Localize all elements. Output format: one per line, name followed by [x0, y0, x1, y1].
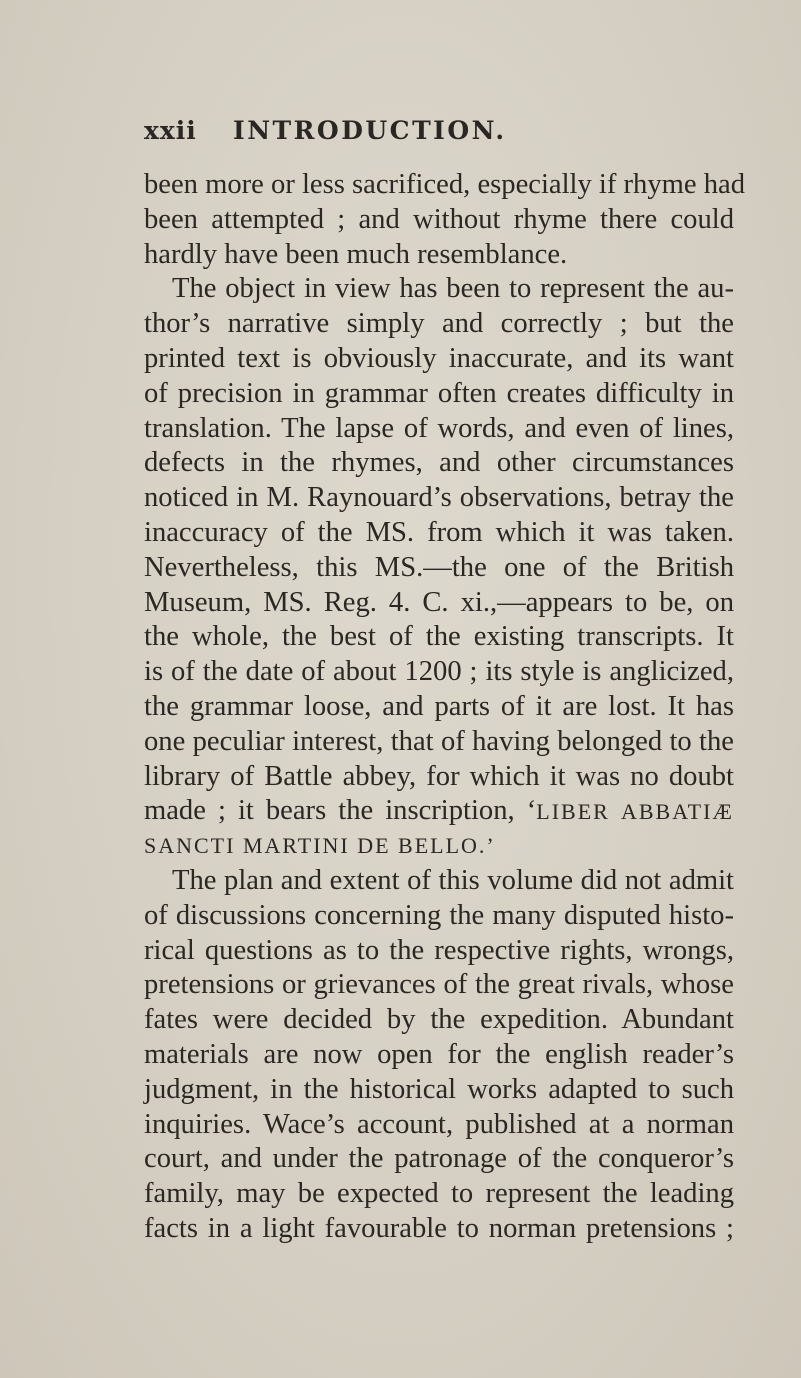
text-line: noticed in M. Raynouard’s observations, betray the [144, 482, 734, 514]
text-line: materials are now open for the english reader’s [144, 1038, 734, 1070]
text-line: of discussions concerning the many disputed histo- [144, 899, 734, 931]
text-line: is of the date of about 1200 ; its style is anglicized, [144, 656, 734, 688]
text-line: The plan and extent of this volume did not admit [172, 864, 734, 896]
text-line: inquiries. Wace’s account, published at a norman [144, 1108, 734, 1140]
page-header [144, 116, 734, 152]
running-head: INTRODUCTION. [233, 116, 507, 145]
text-line: family, may be expected to represent the leading [144, 1178, 734, 1210]
text-line: fates were decided by the expedition. Abundant [144, 1004, 734, 1036]
text-line: court, and under the patronage of the conqueror’s [144, 1143, 734, 1175]
text-line: been attempted ; and without rhyme there could [144, 203, 734, 235]
text-line-inscription [144, 794, 734, 829]
text-line: Nevertheless, this MS.—the one of the British [144, 551, 734, 583]
text-line: facts in a light favourable to norman pretensions ; [144, 1212, 734, 1244]
text-line: one peculiar interest, that of having belonged to the [144, 725, 734, 757]
text-line: Museum, MS. Reg. 4. C. xi.,—appears to be, on [144, 586, 734, 618]
text-line: been more or less sacrificed, especially if rhyme had [144, 169, 746, 200]
text-line: pretensions or grievances of the great rivals, whose [144, 969, 734, 1001]
page-number: xxii [144, 116, 197, 145]
text-line: of precision in grammar often creates difficulty in [144, 377, 734, 409]
text-line: thor’s narrative simply and correctly ; but the [144, 308, 734, 340]
text-line: the grammar loose, and parts of it are lost. It has [144, 690, 734, 722]
inscription-text: LIBER ABBATIÆ [536, 799, 734, 825]
text-line: library of Battle abbey, for which it was no doubt [144, 760, 734, 792]
text-line: rical questions as to the respective rights, wrongs, [144, 934, 734, 966]
text-line: printed text is obviously inaccurate, and its want [144, 342, 734, 374]
text-line: The object in view has been to represent the au- [172, 273, 734, 305]
inscription-lead: made ; it bears the inscription, ‘ [144, 795, 537, 827]
text-line: inaccuracy of the MS. from which it was taken. [144, 516, 734, 548]
text-line: defects in the rhymes, and other circumstances [144, 447, 734, 479]
body-text [144, 168, 746, 1247]
text-line: translation. The lapse of words, and even of lines, [144, 412, 734, 444]
text-line: judgment, in the historical works adapted to such [144, 1073, 734, 1105]
text-line: the whole, the best of the existing transcripts. It [144, 621, 734, 653]
text-line: SANCTI MARTINI DE BELLO.’ [144, 833, 496, 859]
text-line: hardly have been much resemblance. [144, 238, 568, 270]
